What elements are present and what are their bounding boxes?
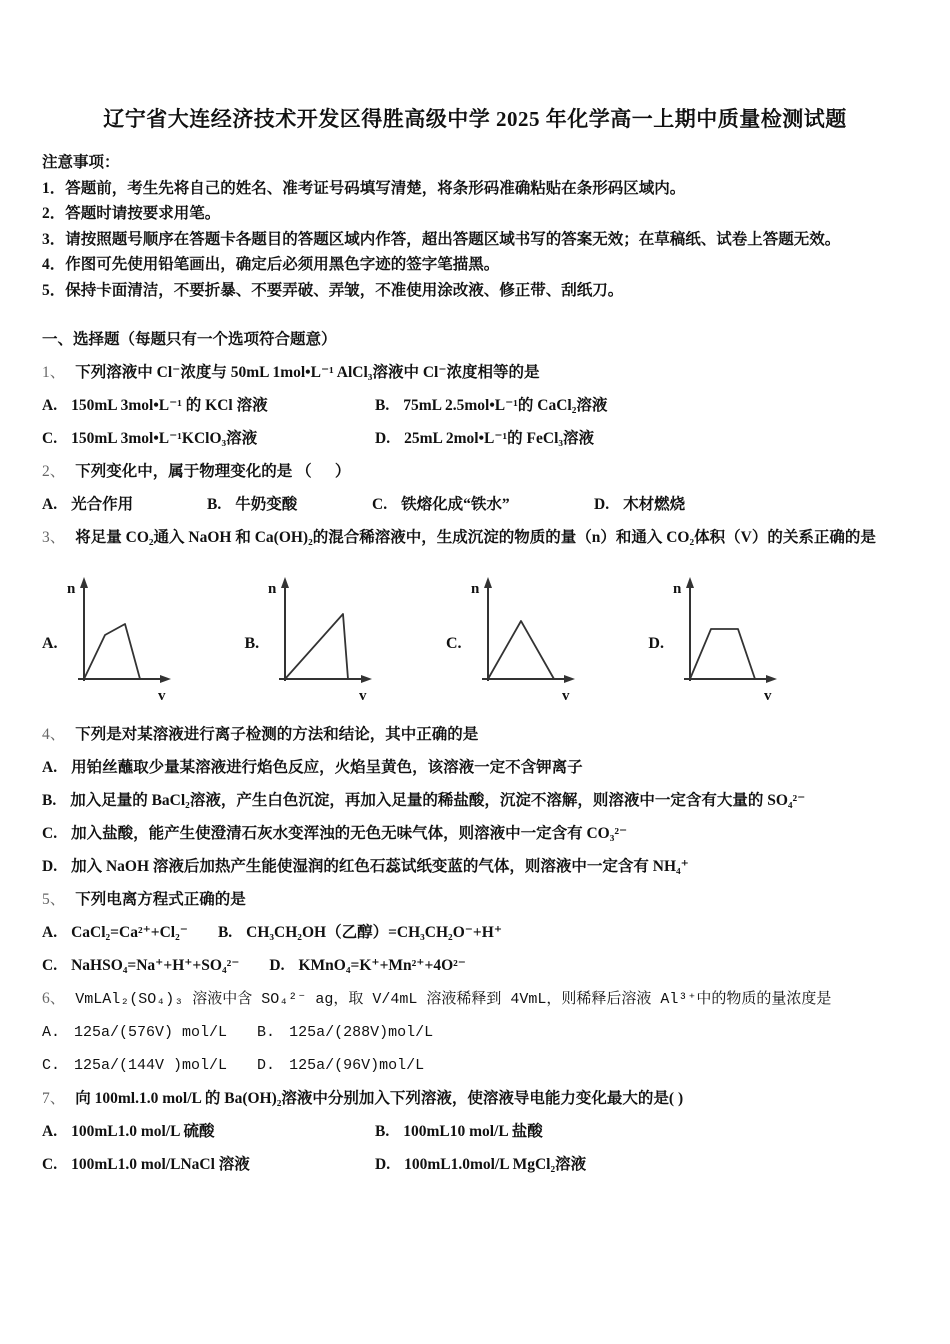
option-text: 100mL10 mol/L 盐酸 bbox=[403, 1123, 543, 1141]
question-4 bbox=[42, 718, 908, 883]
option-text: 125a/(576V) mol/L bbox=[74, 1024, 228, 1042]
question-6-text: VmLAl₂(SO₄)₃ 溶液中含 SO₄²⁻ ag，取 V/4mL 溶液稀释到 4VmL，则稀释后溶液 Al³⁺中的物质的量浓度是 bbox=[75, 991, 832, 1009]
option-text: 牛奶变酸 bbox=[235, 496, 298, 514]
question-5-options-row-1 bbox=[42, 916, 908, 949]
option-label: B. bbox=[207, 496, 222, 514]
option-label: B. bbox=[375, 1123, 390, 1141]
question-3-text: 将足量 CO₂通入 NaOH 和 Ca(OH)₂的混合稀溶液中，生成沉淀的物质的量（n）和通入 CO₂体积（V）的关系正确的是 bbox=[75, 529, 876, 547]
question-2-option-b bbox=[207, 488, 372, 521]
question-7-option-c bbox=[42, 1148, 375, 1181]
question-1-option-b bbox=[375, 389, 908, 422]
x-axis-arrow bbox=[160, 675, 171, 683]
y-axis-arrow bbox=[484, 577, 492, 588]
question-6-stem bbox=[42, 982, 908, 1016]
option-label: A. bbox=[42, 1024, 61, 1042]
question-5-number: 5、 bbox=[42, 891, 66, 909]
section-heading: 一、选择题（每题只有一个选项符合题意） bbox=[42, 331, 337, 349]
question-5 bbox=[42, 883, 908, 982]
option-label: A. bbox=[42, 397, 58, 415]
question-1-option-a bbox=[42, 389, 375, 422]
graph-option-a bbox=[42, 569, 176, 705]
x-axis-label: v bbox=[561, 688, 570, 705]
note-item-2: 2．答题时请按要求用笔。 bbox=[42, 205, 221, 223]
question-1-options-row-2 bbox=[42, 422, 908, 455]
question-3 bbox=[42, 521, 908, 712]
question-2-option-d bbox=[594, 488, 908, 521]
option-text: 用铂丝蘸取少量某溶液进行焰色反应，火焰呈黄色，该溶液一定不含钾离子 bbox=[71, 759, 583, 777]
option-label: C. bbox=[42, 957, 58, 975]
option-label: A. bbox=[42, 759, 58, 777]
question-3-number: 3、 bbox=[42, 529, 66, 547]
question-5-stem bbox=[42, 883, 908, 916]
question-2-option-a bbox=[42, 488, 207, 521]
option-label: C. bbox=[42, 1057, 61, 1075]
option-text: 加入盐酸，能产生使澄清石灰水变浑浊的无色无味气体，则溶液中一定含有 CO₃²⁻ bbox=[71, 825, 628, 843]
note-item-1: 1．答题前，考生先将自己的姓名、准考证号码填写清楚，将条形码准确粘贴在条形码区域内。 bbox=[42, 180, 686, 197]
question-1-option-d bbox=[375, 422, 908, 455]
question-4-option-b bbox=[42, 784, 908, 817]
question-5-option-b bbox=[218, 916, 502, 949]
option-text: 加入足量的 BaCl₂溶液，产生白色沉淀，再加入足量的稀盐酸，沉淀不溶解，则溶液中一定含有大量的 SO₄²⁻ bbox=[70, 792, 806, 810]
option-text: KMnO₄=K⁺+Mn²⁺+4O²⁻ bbox=[298, 957, 466, 975]
option-text: 125a/(144V )mol/L bbox=[74, 1057, 228, 1075]
y-axis-label: n bbox=[470, 581, 479, 598]
question-2-option-c bbox=[372, 488, 594, 521]
question-3-graph-b bbox=[265, 569, 377, 705]
question-4-option-c bbox=[42, 817, 908, 850]
note-item-3: 3．请按照题号顺序在答题卡各题目的答题区域内作答，超出答题区域书写的答案无效；在草稿纸、试卷上答题无效。 bbox=[42, 230, 841, 248]
question-7-option-b bbox=[375, 1115, 908, 1148]
option-label: A. bbox=[42, 924, 58, 942]
question-5-option-c bbox=[42, 949, 239, 982]
question-7-options-row-2 bbox=[42, 1148, 908, 1181]
x-axis-arrow bbox=[361, 675, 372, 683]
note-item-4: 4．作图可先使用铅笔画出，确定后必须用黑色字迹的签字笔描黑。 bbox=[42, 256, 500, 274]
y-axis-arrow bbox=[686, 577, 694, 588]
question-7 bbox=[42, 1082, 908, 1181]
question-2-options-row bbox=[42, 488, 908, 521]
option-text: 加入 NaOH 溶液后加热产生能使湿润的红色石蕊试纸变蓝的气体，则溶液中一定含有 NH₄⁺ bbox=[71, 858, 689, 876]
question-3-graph-c bbox=[468, 569, 580, 705]
question-1-text: 下列溶液中 Cl⁻浓度与 50mL 1mol•L⁻¹ AlCl₃溶液中 Cl⁻浓度相等的是 bbox=[75, 364, 540, 382]
question-6-options-row-1 bbox=[42, 1016, 908, 1049]
question-1 bbox=[42, 356, 908, 455]
question-7-stem bbox=[42, 1082, 908, 1115]
option-label: D. bbox=[269, 957, 285, 975]
question-1-number: 1、 bbox=[42, 364, 66, 382]
option-label: C. bbox=[42, 430, 58, 448]
question-2 bbox=[42, 455, 908, 521]
question-1-option-c bbox=[42, 422, 375, 455]
graph-a-label: A. bbox=[42, 635, 58, 653]
question-5-option-a bbox=[42, 916, 188, 949]
question-3-graph-d bbox=[670, 569, 782, 705]
option-text: 光合作用 bbox=[71, 496, 134, 514]
question-7-options-row-1 bbox=[42, 1115, 908, 1148]
y-axis-label: n bbox=[66, 581, 75, 598]
question-4-text: 下列是对某溶液进行离子检测的方法和结论，其中正确的是 bbox=[75, 726, 479, 744]
option-label: B. bbox=[257, 1024, 276, 1042]
option-label: B. bbox=[375, 397, 390, 415]
option-text: 75mL 2.5mol•L⁻¹的 CaCl₂溶液 bbox=[403, 397, 608, 415]
x-axis-arrow bbox=[564, 675, 575, 683]
option-label: D. bbox=[257, 1057, 276, 1075]
question-6 bbox=[42, 982, 908, 1082]
question-3-graphs bbox=[42, 562, 782, 712]
question-1-stem bbox=[42, 356, 908, 389]
page-title: 辽宁省大连经济技术开发区得胜高级中学 2025 年化学高一上期中质量检测试题 bbox=[103, 107, 847, 131]
graph-option-b bbox=[244, 569, 377, 705]
question-7-option-a bbox=[42, 1115, 375, 1148]
question-7-text: 向 100ml.1.0 mol/L 的 Ba(OH)₂溶液中分别加入下列溶液，使溶液导电能力变化最大的是( ) bbox=[75, 1090, 684, 1108]
question-6-number: 6、 bbox=[42, 990, 66, 1008]
question-6-option-c bbox=[42, 1049, 227, 1082]
y-axis-arrow bbox=[80, 577, 88, 588]
curve bbox=[84, 624, 140, 679]
option-label: C. bbox=[42, 825, 58, 843]
x-axis-label: v bbox=[157, 688, 166, 705]
question-6-option-d bbox=[257, 1049, 424, 1082]
x-axis-label: v bbox=[763, 688, 772, 705]
option-label: A. bbox=[42, 496, 58, 514]
question-2-stem bbox=[42, 455, 908, 488]
option-text: 100mL1.0 mol/LNaCl 溶液 bbox=[71, 1156, 250, 1174]
option-label: A. bbox=[42, 1123, 58, 1141]
question-7-number: 7、 bbox=[42, 1090, 66, 1108]
note-item-5: 5．保持卡面清洁，不要折暴、不要弄破、弄皱，不准使用涂改液、修正带、刮纸刀。 bbox=[42, 281, 624, 299]
option-text: 150mL 3mol•L⁻¹KClO₃溶液 bbox=[71, 430, 258, 448]
curve bbox=[690, 629, 755, 679]
question-2-number: 2、 bbox=[42, 463, 66, 481]
option-label: C. bbox=[42, 1156, 58, 1174]
question-5-option-d bbox=[269, 949, 466, 982]
option-label: B. bbox=[42, 792, 57, 810]
notes-section bbox=[42, 150, 908, 303]
option-text: 木材燃烧 bbox=[623, 496, 686, 514]
option-label: D. bbox=[42, 858, 58, 876]
x-axis-arrow bbox=[766, 675, 777, 683]
question-6-options-row-2 bbox=[42, 1049, 908, 1082]
graph-c-label: C. bbox=[445, 635, 462, 653]
question-7-option-d bbox=[375, 1148, 908, 1181]
question-5-options-row-2 bbox=[42, 949, 908, 982]
curve bbox=[285, 614, 348, 679]
option-label: D. bbox=[375, 1156, 391, 1174]
option-text: 铁熔化成“铁水” bbox=[401, 496, 510, 514]
graph-option-d bbox=[648, 569, 782, 705]
option-text: CH₃CH₂OH（乙醇）=CH₃CH₂O⁻+H⁺ bbox=[246, 924, 502, 942]
question-1-options-row-1 bbox=[42, 389, 908, 422]
graph-d-label: D. bbox=[648, 635, 664, 653]
option-text: 25mL 2mol•L⁻¹的 FeCl₃溶液 bbox=[404, 430, 595, 448]
y-axis-arrow bbox=[281, 577, 289, 588]
question-4-number: 4、 bbox=[42, 726, 66, 744]
option-text: 125a/(96V)mol/L bbox=[289, 1057, 425, 1075]
option-label: D. bbox=[375, 430, 391, 448]
option-text: 150mL 3mol•L⁻¹ 的 KCl 溶液 bbox=[71, 397, 268, 415]
option-text: 125a/(288V)mol/L bbox=[289, 1024, 434, 1042]
y-axis-label: n bbox=[268, 581, 277, 598]
option-label: B. bbox=[217, 924, 233, 942]
question-5-text: 下列电离方程式正确的是 bbox=[75, 891, 246, 909]
graph-b-label: B. bbox=[244, 635, 260, 653]
option-text: NaHSO₄=Na⁺+H⁺+SO₄²⁻ bbox=[71, 957, 240, 975]
option-text: 100mL1.0 mol/L 硫酸 bbox=[71, 1123, 215, 1141]
question-3-stem bbox=[42, 521, 908, 554]
y-axis-label: n bbox=[672, 581, 682, 598]
option-text: 100mL1.0mol/L MgCl₂溶液 bbox=[404, 1156, 587, 1174]
question-6-option-a bbox=[42, 1016, 227, 1049]
x-axis-label: v bbox=[359, 688, 367, 705]
curve bbox=[488, 621, 554, 679]
question-4-option-d bbox=[42, 850, 908, 883]
graph-option-c bbox=[446, 569, 580, 705]
option-label: C. bbox=[372, 496, 388, 514]
question-2-text: 下列变化中，属于物理变化的是 （ ） bbox=[75, 463, 351, 481]
question-4-option-a bbox=[42, 751, 908, 784]
question-6-option-b bbox=[257, 1016, 433, 1049]
option-text: CaCl₂=Ca²⁺+Cl₂⁻ bbox=[71, 924, 188, 942]
option-label: D. bbox=[594, 496, 610, 514]
question-4-stem bbox=[42, 718, 908, 751]
notes-heading: 注意事项： bbox=[42, 154, 120, 171]
question-3-graph-a bbox=[64, 569, 176, 705]
